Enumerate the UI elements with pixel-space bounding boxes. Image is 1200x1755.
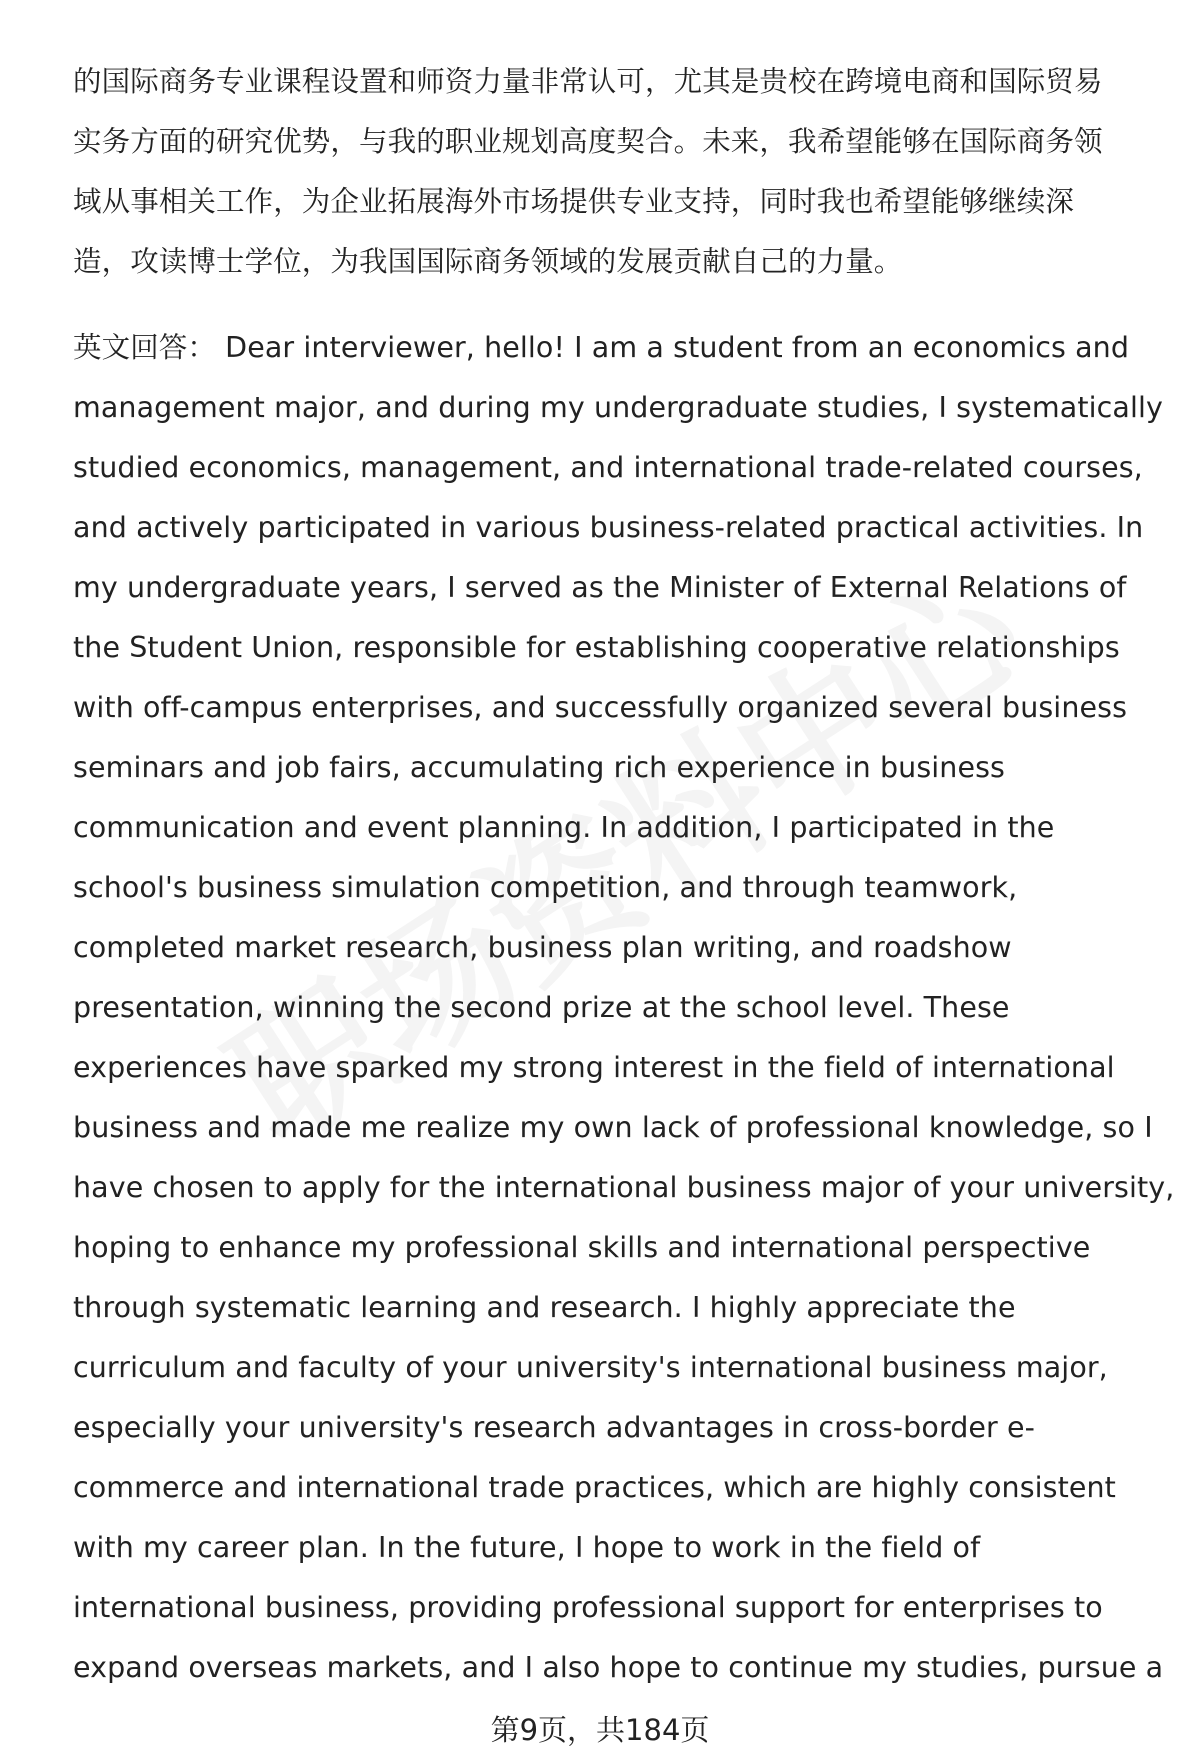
text-line: communication and event planning. In addition, I participated in the: [73, 811, 1055, 844]
text-line: and actively participated in various business-related practical activities. In: [73, 511, 1144, 544]
text-line: expand overseas markets, and I also hope to continue my studies, pursue a: [73, 1651, 1164, 1684]
text-line: seminars and job fairs, accumulating rich experience in business: [73, 751, 1005, 784]
text-line: hoping to enhance my professional skills and international perspective: [73, 1231, 1091, 1264]
text-line: curriculum and faculty of your university's international business major,: [73, 1351, 1108, 1384]
text-line: through systematic learning and research. I highly appreciate the: [73, 1291, 1016, 1324]
text-line: studied economics, management, and international trade-related courses,: [73, 451, 1143, 484]
text-line: 域从事相关工作，为企业拓展海外市场提供专业支持，同时我也希望能够继续深: [73, 185, 1075, 218]
text-line: 造，攻读博士学位，为我国国际商务领域的发展贡献自己的力量。: [73, 245, 903, 278]
paragraph-gap: [73, 292, 1163, 318]
text-line: my undergraduate years, I served as the Minister of External Relations of: [73, 571, 1127, 604]
chinese-paragraph: [73, 52, 1163, 292]
text-line: especially your university's research advantages in cross-border e-: [73, 1411, 1036, 1444]
text-line: business and made me realize my own lack of professional knowledge, so I: [73, 1111, 1153, 1144]
text-line: presentation, winning the second prize at the school level. These: [73, 991, 1010, 1024]
text-line: 英文回答： Dear interviewer, hello! I am a student from an economics and: [73, 331, 1130, 364]
english-paragraph: [73, 318, 1175, 1698]
text-line: 的国际商务专业课程设置和师资力量非常认可，尤其是贵校在跨境电商和国际贸易: [73, 65, 1103, 98]
text-line: commerce and international trade practices, which are highly consistent: [73, 1471, 1116, 1504]
document-body: [73, 52, 1175, 1698]
text-line: completed market research, business plan writing, and roadshow: [73, 931, 1012, 964]
text-line: have chosen to apply for the international business major of your university,: [73, 1171, 1175, 1204]
text-line: with my career plan. In the future, I hope to work in the field of: [73, 1531, 981, 1564]
text-line: with off-campus enterprises, and successfully organized several business: [73, 691, 1128, 724]
text-line: 实务方面的研究优势，与我的职业规划高度契合。未来，我希望能够在国际商务领: [73, 125, 1103, 158]
page-number: 第9页，共184页: [490, 1713, 710, 1747]
text-line: school's business simulation competition, and through teamwork,: [73, 871, 1018, 904]
text-line: international business, providing professional support for enterprises to: [73, 1591, 1103, 1624]
text-line: the Student Union, responsible for establishing cooperative relationships: [73, 631, 1120, 664]
text-line: management major, and during my undergraduate studies, I systematically: [73, 391, 1163, 424]
text-line: experiences have sparked my strong interest in the field of international: [73, 1051, 1115, 1084]
